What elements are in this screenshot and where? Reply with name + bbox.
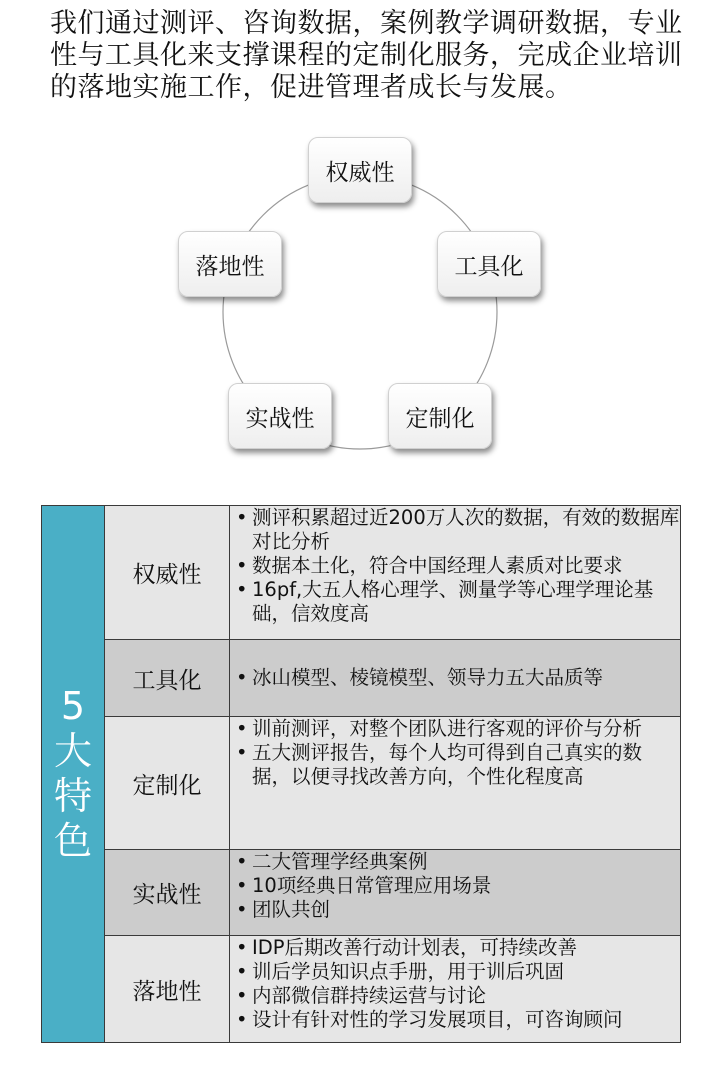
side-char: 特 (53, 774, 92, 818)
feature-point: • 设计有针对性的学习发展项目，可咨询顾问 (230, 1008, 680, 1032)
cycle-node-practicality: 实战性 (228, 383, 332, 449)
feature-point: • 数据本土化，符合中国经理人素质对比要求 (230, 554, 680, 578)
feature-point: • 团队共创 (230, 898, 680, 922)
cycle-node-tooling: 工具化 (437, 231, 541, 297)
cycle-ring (0, 0, 720, 470)
feature-point: • 冰山模型、棱镜模型、领导力五大品质等 (230, 666, 680, 690)
feature-point: • 训前测评，对整个团队进行客观的评价与分析 (230, 717, 680, 741)
feature-category: 落地性 (105, 936, 230, 1043)
feature-category: 定制化 (105, 717, 230, 850)
feature-point: • 16pf,大五人格心理学、测量学等心理学理论基础，信效度高 (230, 578, 680, 626)
feature-point: • 五大测评报告，每个人均可得到自己真实的数据，以便寻找改善方向，个性化程度高 (230, 741, 680, 789)
feature-point: • 二大管理学经典案例 (230, 850, 680, 874)
cycle-node-authority: 权威性 (308, 137, 412, 203)
feature-category: 工具化 (105, 640, 230, 717)
intro-paragraph: 我们通过测评、咨询数据，案例教学调研数据，专业性与工具化来支撑课程的定制化服务，完成企业培训的落地实施工作，促进管理者成长与发展。 (50, 8, 683, 103)
side-char: 色 (53, 819, 92, 863)
feature-row-tooling (42, 640, 681, 717)
feature-row-customization (42, 717, 681, 850)
feature-point: • 10项经典日常管理应用场景 (230, 874, 680, 898)
feature-point: • 测评积累超过近200万人次的数据，有效的数据库对比分析 (230, 506, 680, 554)
feature-row-practicality (42, 850, 681, 936)
feature-point: • IDP后期改善行动计划表，可持续改善 (230, 936, 680, 960)
side-char: 5 (60, 684, 86, 728)
feature-row-implementation (42, 936, 681, 1043)
feature-points (230, 936, 681, 1043)
features-table (41, 505, 681, 1043)
feature-points (230, 640, 681, 717)
feature-category: 权威性 (105, 506, 230, 640)
feature-points (230, 850, 681, 936)
side-char: 大 (53, 729, 92, 773)
feature-point: • 训后学员知识点手册，用于训后巩固 (230, 960, 680, 984)
feature-category: 实战性 (105, 850, 230, 936)
feature-points (230, 717, 681, 850)
feature-points (230, 506, 681, 640)
features-side-label (42, 506, 105, 1043)
cycle-node-customization: 定制化 (388, 383, 492, 449)
feature-point: • 内部微信群持续运营与讨论 (230, 984, 680, 1008)
feature-row-authority (42, 506, 681, 640)
cycle-node-implementation: 落地性 (178, 231, 282, 297)
